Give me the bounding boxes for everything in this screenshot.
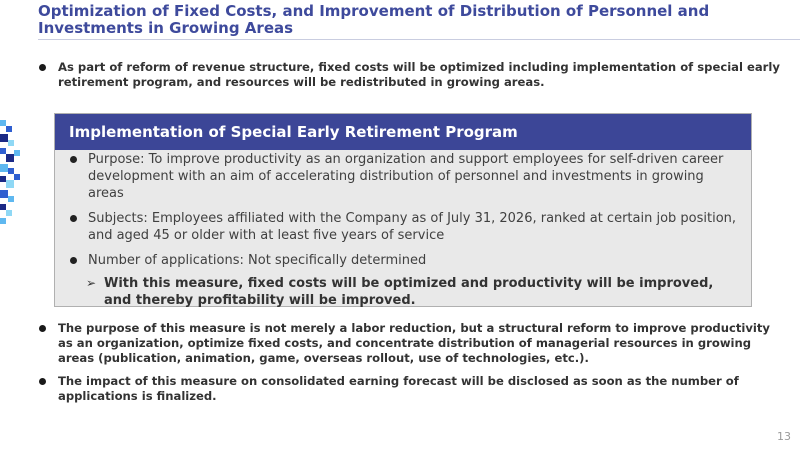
- page-title: Optimization of Fixed Costs, and Improvement of Distribution of Personnel and Investments in Growing Areas: [38, 2, 710, 37]
- bullet-dot-icon: [70, 257, 77, 264]
- closing-bullet: [38, 321, 783, 366]
- box-item-text: Purpose: To improve productivity as an organization and support employees for self-driven career development with an aim of accelerating distribution of personnel and investments in growing areas: [88, 152, 724, 201]
- title-divider: [38, 39, 800, 40]
- box-item: [69, 252, 741, 269]
- decorative-mosaic: [0, 120, 26, 230]
- intro-bullet-list: [38, 60, 783, 90]
- arrow-right-icon: ➢: [86, 276, 97, 290]
- closing-bullet: [38, 374, 783, 404]
- bullet-dot-icon: [70, 156, 77, 163]
- retirement-program-box: [54, 113, 752, 307]
- closing-bullet-list: [38, 321, 783, 404]
- bullet-dot-icon: [39, 64, 46, 71]
- box-item: [69, 151, 741, 202]
- box-item: [69, 210, 741, 244]
- box-heading: Implementation of Special Early Retirement Program: [55, 114, 751, 150]
- intro-bullet-text: As part of reform of revenue structure, fixed costs will be optimized including implementation of special early retirement program, and resources will be redistributed in growing areas.: [58, 60, 780, 89]
- box-item-text: Number of applications: Not specifically determined: [88, 253, 427, 268]
- box-conclusion: [69, 275, 741, 309]
- bullet-dot-icon: [39, 325, 46, 332]
- box-conclusion-text: With this measure, fixed costs will be optimized and productivity will be improved, and thereby profitability will be improved.: [104, 276, 714, 308]
- closing-bullet-text: The purpose of this measure is not merely a labor reduction, but a structural reform to improve productivity as an organization, optimize fixed costs, and concentrate distribution of managerial resources in growing areas (publication, animation, game, overseas rollout, use of technologies, etc.).: [58, 321, 770, 365]
- box-item-list: [69, 151, 741, 309]
- bullet-dot-icon: [70, 215, 77, 222]
- intro-bullet: [38, 60, 783, 90]
- bullet-dot-icon: [39, 378, 46, 385]
- box-item-text: Subjects: Employees affiliated with the Company as of July 31, 2026, ranked at certain job position, and aged 45 or older with at least five years of service: [88, 211, 737, 243]
- page-number: 13: [777, 430, 791, 443]
- closing-bullet-text: The impact of this measure on consolidated earning forecast will be disclosed as soon as the number of applications is finalized.: [58, 374, 739, 403]
